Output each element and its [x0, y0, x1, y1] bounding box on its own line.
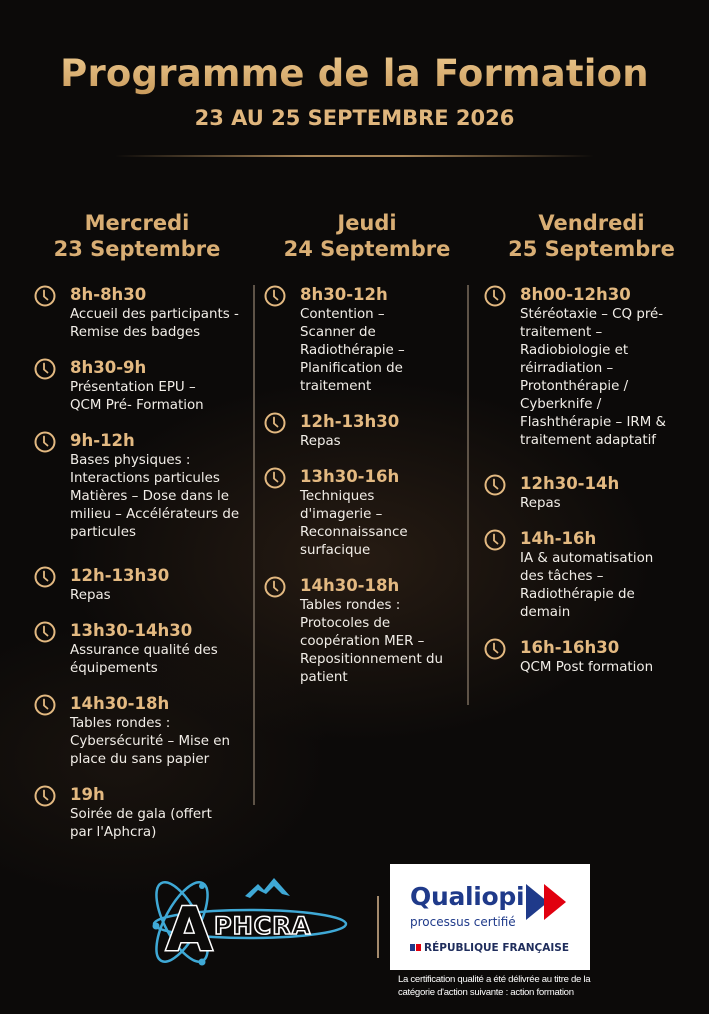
event-description: Accueil des participants - Remise des badges	[70, 307, 239, 340]
event-time: 12h30-14h	[520, 474, 620, 493]
clock-icon	[34, 358, 56, 380]
event-time: 14h-16h	[520, 529, 597, 548]
qualiopi-subtitle: processus certifié	[410, 915, 516, 929]
event-time: 8h00-12h30	[520, 285, 631, 304]
certification-note: La certification qualité a été délivrée au titre de la catégorie d'action suivante : action formation	[398, 974, 591, 998]
event-time: 19h	[70, 785, 105, 804]
clock-icon	[264, 467, 286, 489]
event-description: IA & automatisation des tâches – Radiothérapie de demain	[520, 551, 654, 620]
event-item	[264, 411, 462, 451]
event-time: 14h30-18h	[300, 576, 400, 595]
day-heading	[264, 210, 462, 262]
day-column-wednesday	[34, 210, 254, 857]
clock-icon	[484, 285, 506, 307]
event-time: 13h30-14h30	[70, 621, 193, 640]
clock-icon	[264, 576, 286, 598]
day-date: 24 Septembre	[283, 237, 451, 261]
day-heading	[34, 210, 254, 262]
day-date: 23 Septembre	[53, 237, 221, 261]
event-description: Assurance qualité des équipements	[70, 643, 218, 676]
event-time: 14h30-18h	[70, 694, 170, 713]
day-weekday: Vendredi	[538, 211, 645, 235]
event-time: 8h30-9h	[70, 358, 147, 377]
clock-icon	[484, 529, 506, 551]
clock-icon	[484, 474, 506, 496]
event-list	[484, 284, 699, 677]
french-flag-icon	[410, 944, 421, 951]
event-dates: 23 AU 25 SEPTEMBRE 2026	[194, 106, 515, 130]
clock-icon	[34, 621, 56, 643]
event-time: 13h30-16h	[300, 467, 400, 486]
event-description: Repas	[520, 496, 561, 511]
event-item	[264, 466, 462, 560]
clock-icon	[34, 285, 56, 307]
clock-icon	[34, 694, 56, 716]
page-title: Programme de la Formation	[0, 52, 709, 95]
day-weekday: Jeudi	[337, 211, 397, 235]
event-description: Techniques d'imagerie – Reconnaissance surfacique	[300, 489, 408, 558]
clock-icon	[264, 412, 286, 434]
event-item	[484, 473, 699, 513]
event-time: 8h-8h30	[70, 285, 147, 304]
event-description: Repas	[300, 434, 341, 449]
event-description: Tables rondes : Protocoles de coopération MER – Repositionnement du patient	[300, 598, 443, 685]
event-time: 9h-12h	[70, 431, 135, 450]
mountain-icon	[245, 878, 290, 898]
event-time: 8h30-12h	[300, 285, 388, 304]
day-column-thursday	[264, 210, 462, 702]
event-description: Bases physiques : Interactions particules Matières – Dose dans le milieu – Accélérateurs de particules	[70, 453, 240, 540]
event-list	[264, 284, 462, 687]
event-list	[34, 284, 254, 842]
title-divider	[115, 155, 594, 157]
event-item	[264, 284, 434, 396]
event-time: 12h-13h30	[70, 566, 170, 585]
qualiopi-badge	[390, 864, 590, 970]
clock-icon	[34, 785, 56, 807]
day-date: 25 Septembre	[508, 237, 675, 261]
event-description: Stéréotaxie – CQ pré-traitement – Radiobiologie et réirradiation – Protonthérapie / Cyberknife / Flashthérapie – IRM & traitement adaptatif	[520, 307, 666, 448]
event-description: Présentation EPU – QCM Pré- Formation	[70, 380, 204, 413]
clock-icon	[34, 566, 56, 588]
clock-icon	[264, 285, 286, 307]
event-item	[484, 284, 699, 458]
column-divider	[467, 285, 469, 705]
event-item	[34, 620, 254, 678]
republique-francaise-label: RÉPUBLIQUE FRANÇAISE	[424, 942, 570, 954]
event-item	[34, 357, 254, 415]
day-heading	[484, 210, 699, 262]
event-item	[264, 575, 462, 687]
event-item	[34, 784, 254, 842]
event-time: 12h-13h30	[300, 412, 400, 431]
day-column-friday	[484, 210, 699, 692]
event-item	[34, 430, 254, 550]
aphcra-text: PHCRA	[214, 912, 312, 940]
event-item	[34, 693, 254, 769]
event-description: QCM Post formation	[520, 660, 654, 675]
event-item	[484, 528, 699, 622]
event-item	[34, 284, 254, 342]
qualiopi-arrows-icon	[526, 882, 574, 922]
aphcra-logo	[150, 872, 355, 972]
event-item	[484, 637, 699, 677]
qualiopi-wordmark: Qualiopi	[410, 882, 525, 911]
event-time: 16h-16h30	[520, 638, 620, 657]
event-description: Tables rondes : Cybersécurité – Mise en place du sans papier	[70, 716, 230, 767]
clock-icon	[34, 431, 56, 453]
clock-icon	[484, 638, 506, 660]
event-item	[34, 565, 254, 605]
event-description: Soirée de gala (offert par l'Aphcra)	[70, 807, 212, 840]
day-weekday: Mercredi	[84, 211, 190, 235]
footer-separator	[377, 896, 379, 958]
event-description: Contention – Scanner de Radiothérapie – Planification de traitement	[300, 307, 405, 394]
event-description: Repas	[70, 588, 111, 603]
aphcra-letter-a: A	[166, 895, 213, 965]
